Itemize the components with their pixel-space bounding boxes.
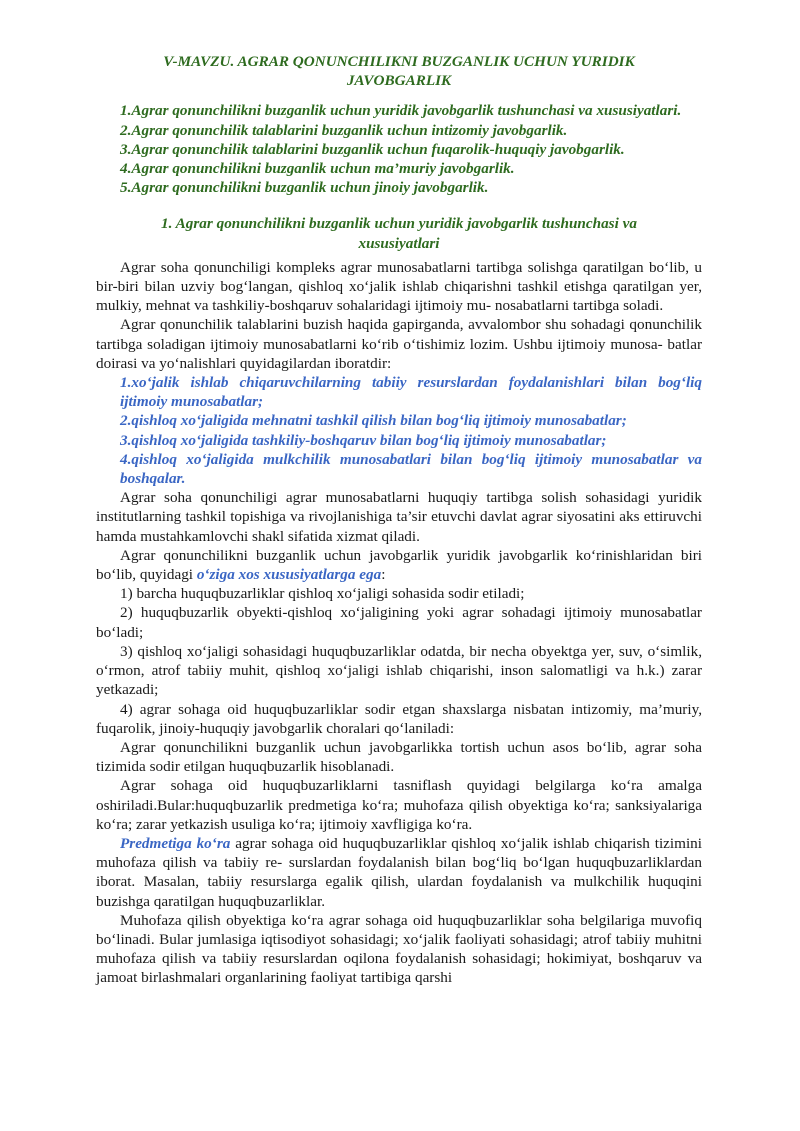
paragraph: Agrar qonunchilik talablarini buzish haqida gapirganda, avvalombor shu sohadagi qonunchilik tartibga soladigan ijtimoiy munosabatlarni ko‘rib o‘tishimiz lozim. Ushbu ijtimoiy munosa- batlar doirasi va yo‘nalishlari quyidagilardan iboratdir:	[96, 316, 702, 372]
list-item: 4.qishloq xo‘jaligida mulkchilik munosabatlari bilan bog‘liq ijtimoiy munosabatlar va boshqalar.	[120, 450, 702, 488]
paragraph: Agrar qonunchilikni buzganlik uchun javobgarlikka tortish uchun asos bo‘lib, agrar soha tizimida sodir etilgan huquqbuzarlik hisoblanadi.	[96, 738, 702, 776]
paragraph: Agrar soha qonunchiligi kompleks agrar munosabatlarni tartibga solishga qaratilgan bo‘lib, u bir-biri bilan uzviy bog‘langan, qishloq xo‘jalik ishlab chiqarishni tashkil etishga qaratilgan yer, mulkiy, mehnat va tashkiliy-boshqaruv sohalaridagi ijtimoiy mu- nosabatlarni tartibga soladi.	[96, 258, 702, 315]
document-title: V-MAVZU. AGRAR QONUNCHILIKNI BUZGANLIK UCHUN YURIDIK JAVOBGARLIK	[163, 53, 635, 90]
document-page	[96, 52, 702, 988]
relations-list	[96, 373, 702, 488]
list-item: 3.qishloq xo‘jaligida tashkiliy-boshqaruv bilan bog‘liq ijtimoiy munosabatlar;	[120, 431, 607, 449]
toc-item: 1.Agrar qonunchilikni buzganlik uchun yuridik javobgarlik tushunchasi va xususiyatlari.	[120, 102, 682, 120]
paragraph-text: agrar sohaga oid huquqbuzarliklar qishloq xo‘jalik ishlab chiqarish tizimini muhofaza qilish va tabiiy re- surslardan foydalanish bilan bog‘liq bo‘lgan huquqbuzarliklardan iborat. Masalan, tabiiy resurslarga egalik qilish, ulardan foydalanish va mulkchilik huquqini buzishga qaratilgan huquqbuzarliklar.	[96, 834, 702, 910]
toc-item: 4.Agrar qonunchilikni buzganlik uchun ma’muriy javobgarlik.	[120, 160, 515, 178]
toc-item: 2.Agrar qonunchilik talablarini buzganlik uchun intizomiy javobgarlik.	[120, 121, 568, 139]
paragraph	[96, 834, 702, 911]
toc-item: 3.Agrar qonunchilik talablarini buzganlik uchun fuqarolik-huquqiy javobgarlik.	[120, 140, 625, 158]
section-heading: 1. Agrar qonunchilikni buzganlik uchun yuridik javobgarlik tushunchasi va xususiyatlari	[161, 215, 637, 252]
paragraph-text: Agrar qonunchilikni buzganlik uchun javobgarlik yuridik javobgarlik ko‘rinishlaridan biri bo‘lib, quyidagi	[96, 546, 702, 584]
table-of-contents	[96, 101, 702, 197]
paragraph-text: :	[381, 566, 386, 584]
paragraph: Agrar soha qonunchiligi agrar munosabatlarni huquqiy tartibga solish sohasidagi yuridik institutlarning tashkil topishiga va rivojlanishiga ta’sir etuvchi davlat agrar siyosatini aks ettiruvchi hamda mustahkamlovchi shakl sifatida xizmat qiladi.	[96, 489, 702, 545]
paragraph: Agrar sohaga oid huquqbuzarliklarni tasniflash quyidagi belgilarga ko‘ra amalga oshiriladi.Bular:huquqbuzarlik predmetiga ko‘ra; muhofaza qilish obyektiga ko‘ra; sanksiyalariga ko‘ra; zarar yetkazish usuliga ko‘ra; ijtimoiy xavfligiga ko‘ra.	[96, 777, 702, 833]
feature-item: 2) huquqbuzarlik obyekti-qishloq xo‘jaligining yoki agrar sohadagi ijtimoiy munosabatlar bo‘ladi;	[96, 604, 702, 641]
list-item: 1.xo‘jalik ishlab chiqaruvchilarning tabiiy resurslardan foydalanishlari bilan bog‘liq ijtimoiy munosabatlar;	[120, 374, 702, 411]
list-item: 2.qishloq xo‘jaligida mehnatni tashkil qilish bilan bog‘liq ijtimoiy munosabatlar;	[120, 412, 627, 430]
feature-item: 1) barcha huquqbuzarliklar qishloq xo‘jaligi sohasida sodir etiladi;	[120, 585, 525, 603]
feature-item: 4) agrar sohaga oid huquqbuzarliklar sodir etgan shaxslarga nisbatan intizomiy, ma’muriy, fuqarolik, jinoiy-huquqiy javobgarlik choralari qo‘laniladi:	[96, 700, 702, 737]
feature-item: 3) qishloq xo‘jaligi sohasidagi huquqbuzarliklar odatda, bir necha obyektga yer, suv, o‘simlik, o‘rmon, atrof tabiiy muhit, qishloq xo‘jaligi ishlab chiqarishi, inson salomatligi va h.k.) zarar yetkazadi;	[96, 642, 702, 699]
toc-item: 5.Agrar qonunchilikni buzganlik uchun jinoiy javobgarlik.	[120, 179, 489, 197]
paragraph	[96, 546, 702, 584]
emphasis-text: Predmetiga ko‘ra	[120, 834, 231, 852]
emphasis-text: o‘ziga xos xususiyatlarga ega	[196, 566, 382, 584]
paragraph: Muhofaza qilish obyektiga ko‘ra agrar sohaga oid huquqbuzarliklar soha belgilariga muvofiq bo‘linadi. Bular jumlasiga iqtisodiyot sohasidagi; xo‘jalik faoliyati sohasidagi; atrof tabiiy muhitni muhofaza qilish va tabiiy resurslardan oqilona foydalanish sohasidagi; hokimiyat, boshqaruv va jamoat birlashmalari organlarining faoliyat tartibiga qarshi	[96, 911, 702, 987]
